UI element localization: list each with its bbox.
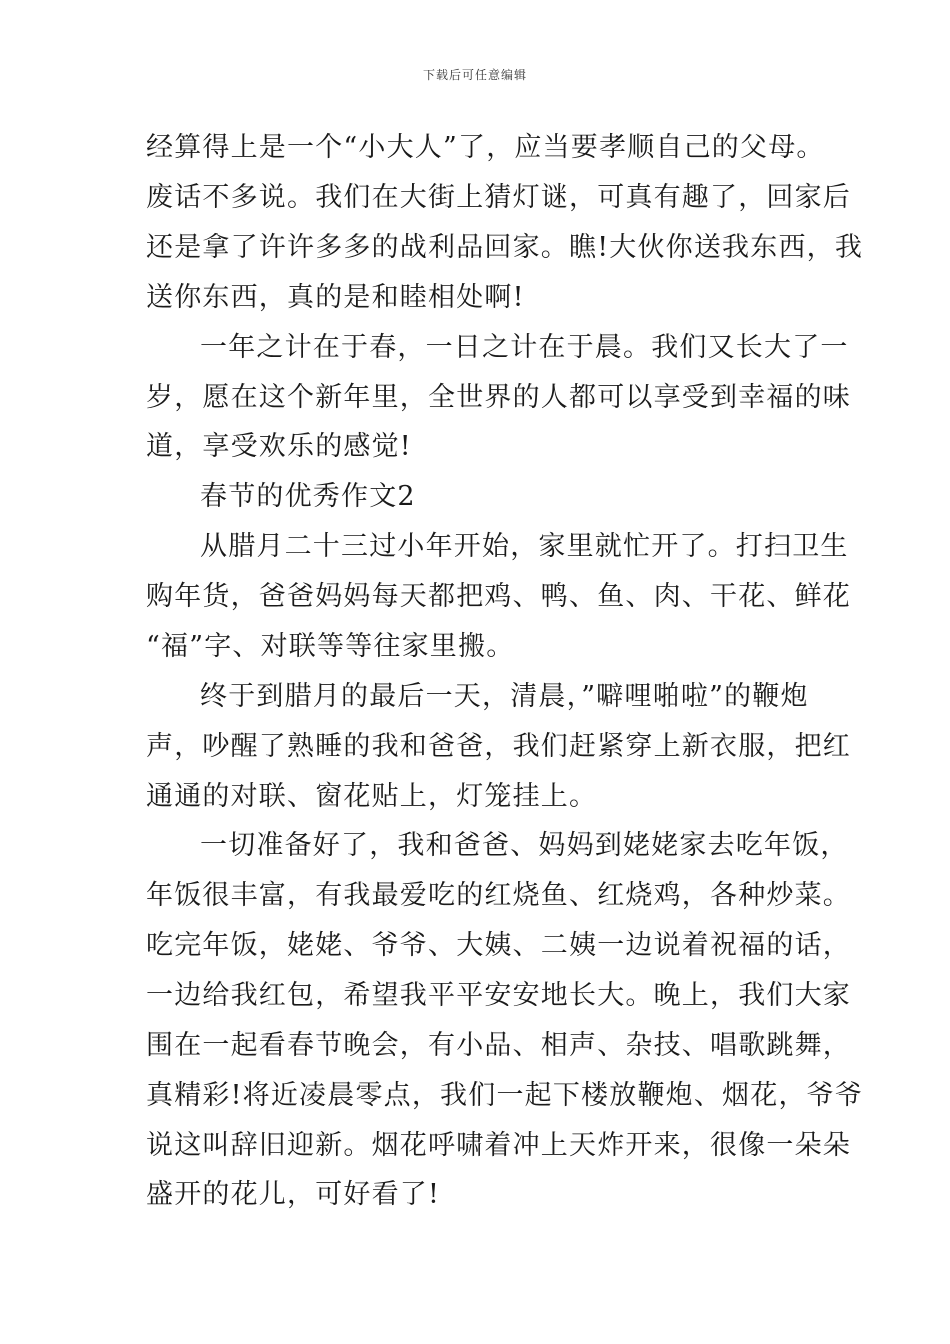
section-title: 春节的优秀作文2 [200, 481, 416, 512]
paragraph-line: 一年之计在于春，一日之计在于晨。我们又长大了一 [200, 332, 849, 363]
paragraph-line: 盛开的花儿，可好看了! [146, 1179, 441, 1210]
paragraph-line: 从腊月二十三过小年开始，家里就忙开了。打扫卫生 [200, 531, 849, 562]
paragraph-line: 废话不多说。我们在大街上猜灯谜，可真有趣了，回家后 [146, 182, 851, 213]
paragraph-line: 一边给我红包，希望我平平安安地长大。晚上，我们大家 [146, 980, 851, 1011]
paragraph-line: 一切准备好了，我和爸爸、妈妈到姥姥家去吃年饭， [200, 830, 849, 861]
paragraph-line: 吃完年饭，姥姥、爷爷、大姨、二姨一边说着祝福的话， [146, 930, 851, 961]
paragraph-line: 声，吵醒了熟睡的我和爸爸，我们赶紧穿上新衣服，把红 [146, 731, 851, 762]
paragraph-line: 还是拿了许许多多的战利品回家。瞧!大伙你送我东西，我 [146, 232, 864, 263]
paragraph-line: 真精彩!将近凌晨零点，我们一起下楼放鞭炮、烟花，爷爷 [146, 1080, 864, 1111]
paragraph-line: 岁，愿在这个新年里，全世界的人都可以享受到幸福的味 [146, 382, 851, 413]
paragraph-line: 通通的对联、窗花贴上，灯笼挂上。 [146, 781, 598, 812]
paragraph-line: “福”字、对联等等往家里搬。 [146, 631, 515, 662]
header-note: 下载后可任意编辑 [422, 68, 527, 82]
paragraph-line: 送你东西，真的是和睦相处啊! [146, 282, 525, 313]
paragraph-line: 终于到腊月的最后一天，清晨，”噼哩啪啦”的鞭炮 [200, 681, 809, 712]
paragraph-line: 说这叫辞旧迎新。烟花呼啸着冲上天炸开来，很像一朵朵 [146, 1130, 851, 1161]
paragraph-line: 购年货，爸爸妈妈每天都把鸡、鸭、鱼、肉、干花、鲜花 [146, 581, 851, 612]
paragraph-line: 道，享受欢乐的感觉! [146, 431, 412, 462]
paragraph-line: 年饭很丰富，有我最爱吃的红烧鱼、红烧鸡，各种炒菜。 [146, 880, 851, 911]
paragraph-line: 经算得上是一个“小大人”了，应当要孝顺自己的父母。 [146, 132, 825, 163]
paragraph-line: 围在一起看春节晚会，有小品、相声、杂技、唱歌跳舞， [146, 1030, 851, 1061]
